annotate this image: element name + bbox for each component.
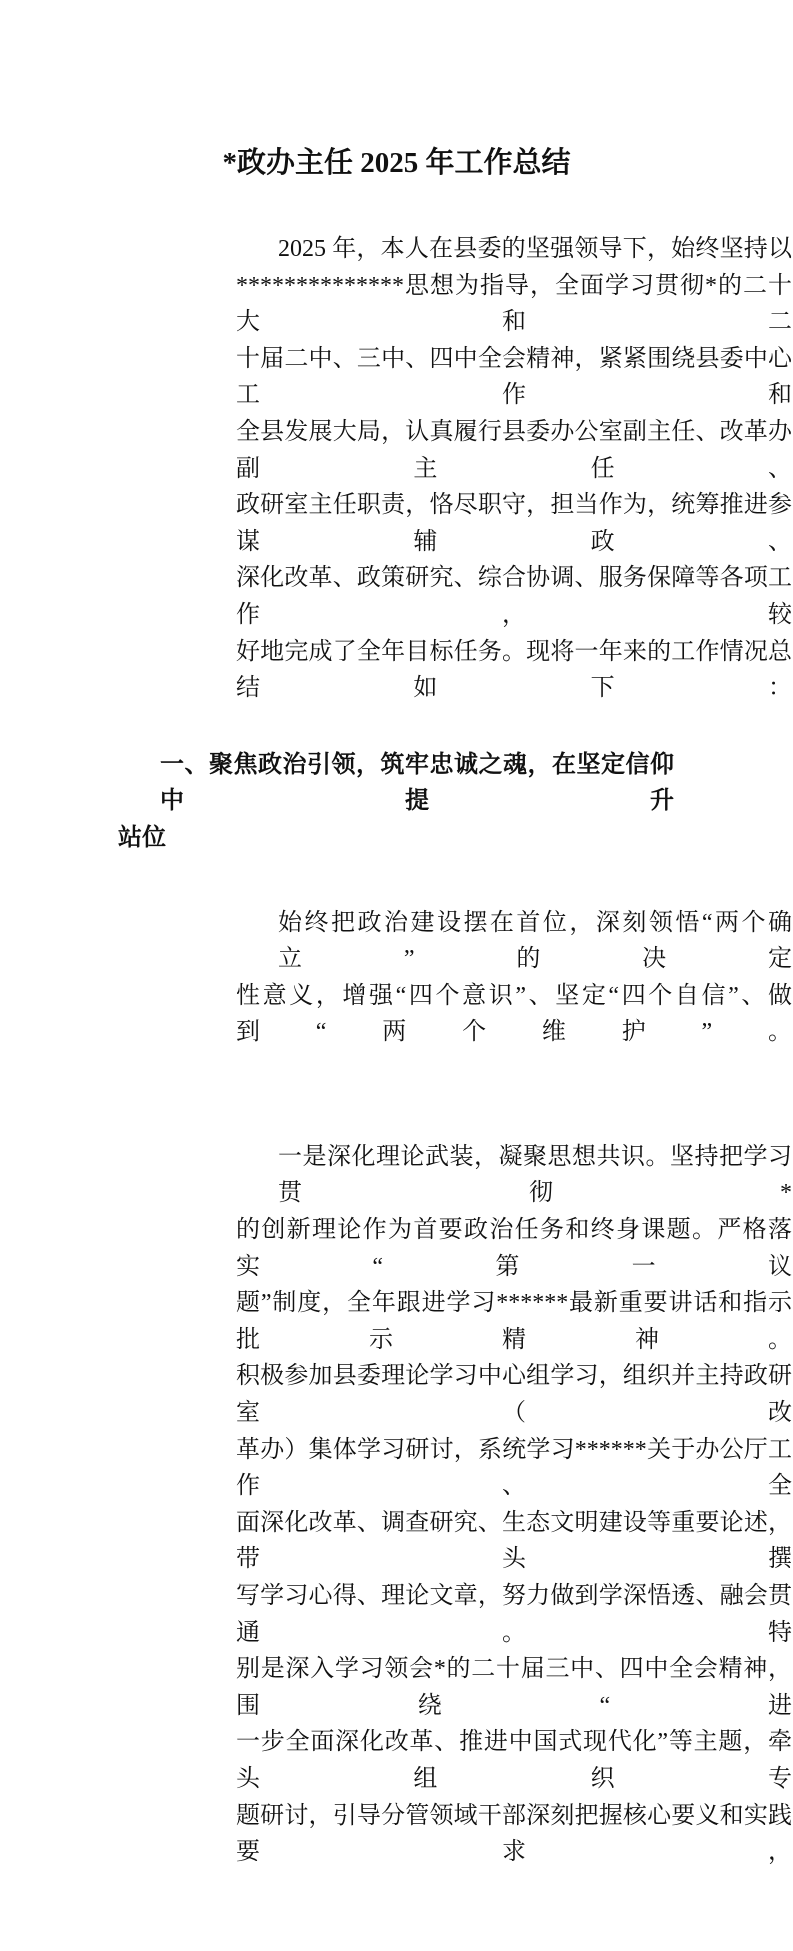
- document-title: *政办主任 2025 年工作总结: [222, 147, 571, 179]
- text-line: 一是深化理论武装，凝聚思想共识。坚持把学习贯彻*: [278, 1143, 792, 1207]
- paragraph: [236, 1139, 792, 1911]
- text-line: 题”制度，全年跟进学习******最新重要讲话和指示批示精神。: [236, 1290, 792, 1353]
- text-line: 革办）集体学习研讨，系统学习******关于办公厅工作、全: [236, 1436, 792, 1500]
- text-line: 性意义，增强“四个意识”、坚定“四个自信”、做到“两个维护”。: [236, 982, 792, 1046]
- text-line: **************思想为指导，全面学习贯彻*的二十大和二: [236, 272, 792, 336]
- paragraph: [236, 231, 792, 747]
- text-line: 一步全面深化改革、推进中国式现代化”等主题，牵头组织专: [236, 1729, 792, 1792]
- text-line: 十届二中、三中、四中全会精神，紧紧围绕县委中心工作和: [236, 345, 792, 409]
- text-line: 2025 年，本人在县委的坚强领导下，始终坚持以: [278, 236, 792, 262]
- text-line: 写学习心得、理论文章，努力做到学深悟透、融会贯通。特: [236, 1583, 792, 1646]
- text-line: 始终把政治建设摆在首位，深刻领悟“两个确立”的决定: [278, 909, 792, 973]
- text-line: 政研室主任职责，恪尽职守，担当作为，统筹推进参谋辅政、: [236, 492, 792, 555]
- text-line: 题研讨，引导分管领域干部深刻把握核心要义和实践要求，: [236, 1802, 792, 1866]
- text-line: 别是深入学习领会*的二十届三中、四中全会精神，围绕“进: [236, 1656, 792, 1719]
- text-line: 好地完成了全年目标任务。现将一年来的工作情况总结如下：: [236, 638, 792, 702]
- text-line: 面深化改革、调查研究、生态文明建设等重要论述，带头撰: [236, 1509, 792, 1573]
- text-line: 积极参加县委理论学习中心组学习，组织并主持政研室（改: [236, 1363, 792, 1427]
- text-line: 一、聚焦政治引领，筑牢忠诚之魂，在坚定信仰中提升: [160, 750, 674, 815]
- paragraph: [236, 905, 792, 1091]
- text-line: 站位: [118, 823, 166, 851]
- section-heading: [118, 747, 674, 857]
- text-line: 深化改革、政策研究、综合协调、服务保障等各项工作，较: [236, 565, 792, 628]
- text-line: 的创新理论作为首要政治任务和终身课题。严格落实“第一议: [236, 1217, 792, 1280]
- text-line: 全县发展大局，认真履行县委办公室副主任、改革办副主任、: [236, 418, 792, 482]
- document-body: [118, 231, 792, 1951]
